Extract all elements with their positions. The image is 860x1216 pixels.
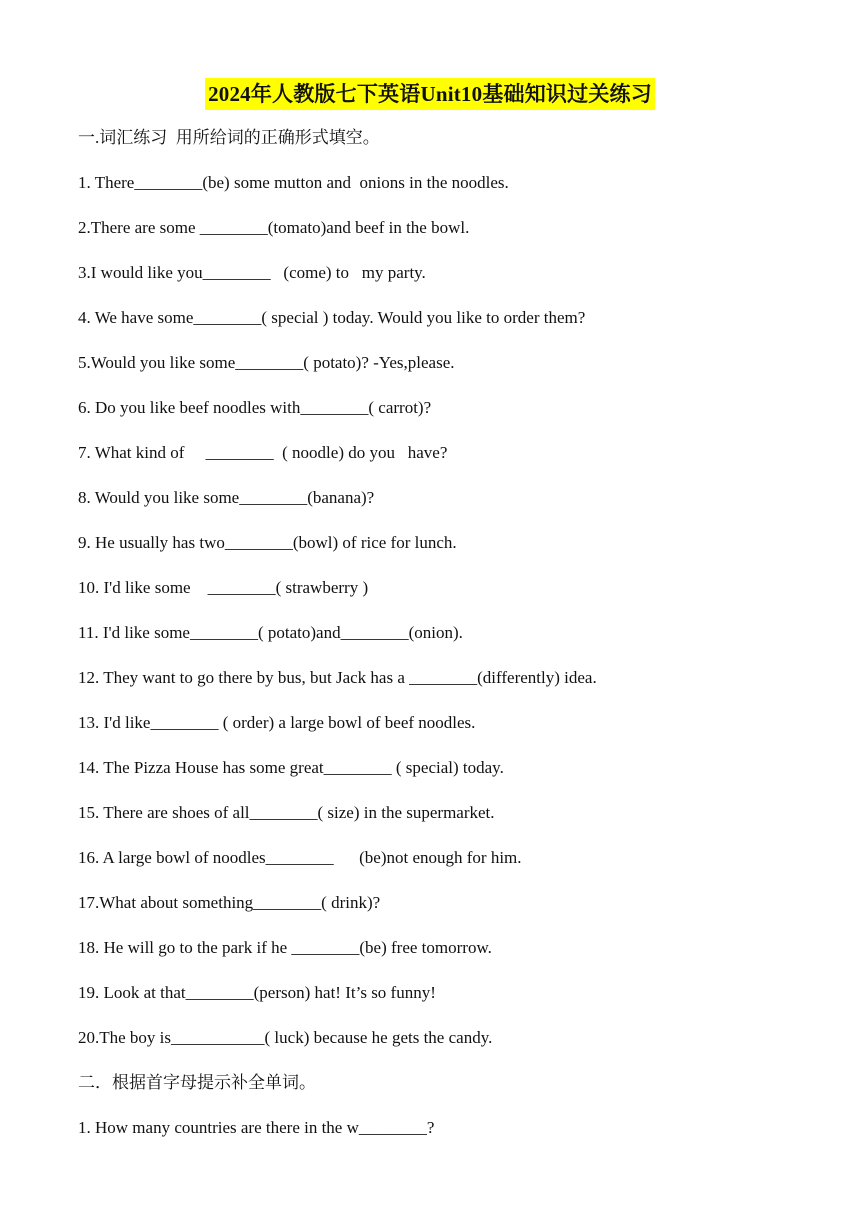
exercise-item-14: 14. The Pizza House has some great________ ( special) today.	[78, 758, 504, 777]
page-title: 2024年人教版七下英语Unit10基础知识过关练习	[205, 78, 655, 110]
exercise-item-6: 6. Do you like beef noodles with________( carrot)?	[78, 398, 432, 417]
exercise-item-11: 11. I'd like some________( potato)and________(onion).	[78, 623, 463, 642]
exercise-item-9: 9. He usually has two________(bowl) of rice for lunch.	[78, 533, 457, 552]
exercise-item-7: 7. What kind of ________ ( noodle) do you have?	[78, 443, 448, 462]
exercise-item-15: 15. There are shoes of all________( size) in the supermarket.	[78, 803, 495, 822]
exercise-item-5: 5.Would you like some________( potato)? -Yes,please.	[78, 353, 455, 372]
section-2-heading: 二．根据首字母提示补全单词。	[78, 1073, 316, 1092]
exercise-item-2: 2.There are some ________(tomato)and beef in the bowl.	[78, 218, 470, 237]
section-2-item-1: 1. How many countries are there in the w________?	[78, 1118, 435, 1137]
exercise-item-10: 10. I'd like some ________( strawberry )	[78, 578, 369, 597]
exercise-item-20: 20.The boy is___________( luck) because he gets the candy.	[78, 1028, 493, 1047]
exercise-item-16: 16. A large bowl of noodles________ (be)not enough for him.	[78, 848, 522, 867]
exercise-item-17: 17.What about something________( drink)?	[78, 893, 381, 912]
exercise-item-3: 3.I would like you________ (come) to my party.	[78, 263, 426, 282]
exercise-item-8: 8. Would you like some________(banana)?	[78, 488, 375, 507]
exercise-item-1: 1. There________(be) some mutton and onions in the noodles.	[78, 173, 509, 192]
exercise-item-18: 18. He will go to the park if he ________(be) free tomorrow.	[78, 938, 492, 957]
exercise-item-12: 12. They want to go there by bus, but Jack has a ________(differently) idea.	[78, 668, 597, 687]
exercise-item-19: 19. Look at that________(person) hat! It’s so funny!	[78, 983, 436, 1002]
exercise-item-13: 13. I'd like________ ( order) a large bowl of beef noodles.	[78, 713, 476, 732]
section-1-heading: 一.词汇练习 用所给词的正确形式填空。	[78, 128, 380, 147]
title-container	[0, 78, 860, 110]
exercise-item-4: 4. We have some________( special ) today. Would you like to order them?	[78, 308, 586, 327]
worksheet-body	[78, 124, 838, 1159]
